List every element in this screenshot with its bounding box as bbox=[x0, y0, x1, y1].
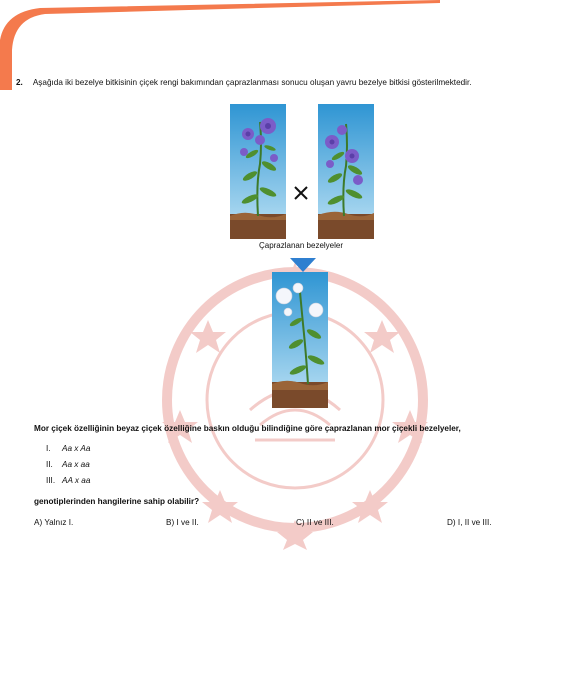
option-genotype: AA x aa bbox=[62, 476, 91, 485]
question-number: 2. bbox=[16, 78, 23, 87]
down-arrow-icon bbox=[290, 258, 316, 272]
answer-choice-b[interactable]: B) I ve II. bbox=[166, 518, 199, 527]
option-numeral: I. bbox=[46, 444, 51, 453]
offspring-plant-image bbox=[272, 272, 328, 408]
option-item bbox=[46, 476, 90, 485]
multiply-icon bbox=[292, 184, 310, 202]
option-item bbox=[46, 460, 90, 469]
answer-choice-c[interactable]: C) II ve III. bbox=[296, 518, 334, 527]
option-numeral: II. bbox=[46, 460, 53, 469]
question-intro bbox=[16, 78, 472, 87]
figure-caption: Çaprazlanan bezelyeler bbox=[258, 241, 344, 250]
option-item bbox=[46, 444, 90, 453]
question-text: Aşağıda iki bezelye bitkisinin çiçek rengi bakımından çaprazlanması sonucu oluşan yavru bezelye bitkisi gösterilmektedir. bbox=[32, 78, 472, 87]
parent-plant-left-image bbox=[230, 104, 286, 239]
answer-choice-d[interactable]: D) I, II ve III. bbox=[447, 518, 492, 527]
page-corner-decoration bbox=[0, 0, 581, 90]
answer-choice-a[interactable]: A) Yalnız I. bbox=[34, 518, 74, 527]
question-statement: Mor çiçek özelliğinin beyaz çiçek özelliğine baskın olduğu bilindiğine göre çaprazlanan mor çiçekli bezelyeler, bbox=[34, 424, 461, 433]
option-genotype: Aa x Aa bbox=[62, 444, 91, 453]
option-genotype: Aa x aa bbox=[62, 460, 90, 469]
question-end: genotiplerinden hangilerine sahip olabilir? bbox=[34, 497, 200, 506]
parent-plant-right-image bbox=[318, 104, 374, 239]
option-numeral: III. bbox=[46, 476, 56, 485]
